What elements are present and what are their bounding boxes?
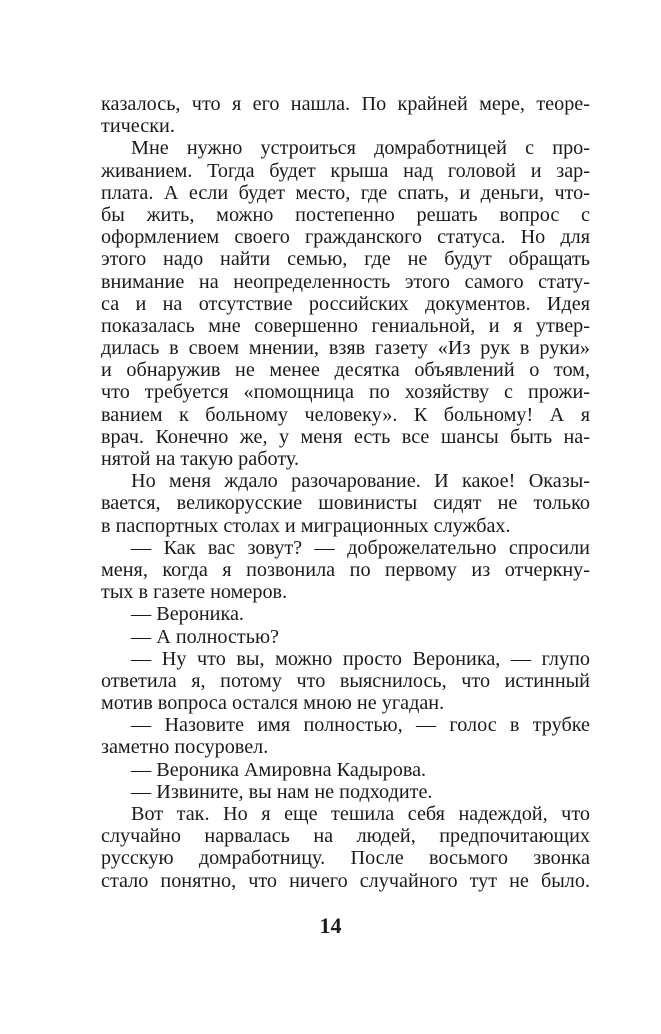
text-line: меня, когда я позвонила по первому из отчеркну- — [101, 558, 590, 581]
text-line: дилась в своем мнении, взяв газету «Из рук в руки» — [101, 337, 590, 360]
text-line: Вот так. Но я еще тешила себя надеждой, что — [131, 803, 590, 825]
text-line: что требуется «помощница по хозяйству с прожи- — [101, 381, 590, 404]
text-line: Но меня ждало разочарование. И какое! Оказы- — [131, 470, 590, 493]
text-line: тически. — [101, 115, 175, 138]
text-line: ответила я, потому что выяснилось, что истинный — [101, 669, 590, 692]
text-line: случайно нарвалась на людей, предпочитающих — [101, 825, 590, 848]
text-line: стало понятно, что ничего случайного тут не было. — [101, 869, 590, 892]
text-line: Мне нужно устроиться домработницей с про- — [131, 137, 590, 160]
text-line: тых в газете номеров. — [101, 581, 288, 604]
text-line: — Назовите имя полностью, — голос в трубке — [131, 714, 590, 737]
text-line: врач. Конечно же, у меня есть все шансы быть на- — [101, 425, 590, 448]
text-line: нятой на такую работу. — [101, 448, 299, 470]
text-line: этого надо найти семью, где не будут обращать — [101, 248, 590, 271]
text-line: русскую домработницу. После восьмого звонка — [101, 847, 590, 870]
text-line: ванием к больному человеку». К больному! А я — [101, 403, 590, 426]
text-line: в паспортных столах и миграционных службах. — [101, 514, 511, 537]
text-line: вается, великорусские шовинисты сидят не только — [101, 492, 590, 515]
text-line: са и на отсутствие российских документов. Идея — [101, 292, 590, 315]
text-line: заметно посуровел. — [101, 736, 269, 759]
text-line: — Извините, вы нам не подходите. — [131, 780, 433, 803]
text-line: показалась мне совершенно гениальной, и я утвер- — [101, 314, 590, 337]
text-line: бы жить, можно постепенно решать вопрос с — [101, 203, 590, 226]
text-line: плата. А если будет место, где спать, и деньги, что- — [101, 181, 590, 204]
text-line: — Как вас зовут? — доброжелательно спросили — [131, 536, 590, 559]
body-text — [101, 93, 590, 892]
text-line: и обнаружив не менее десятка объявлений о том, — [101, 359, 590, 382]
text-line: — Ну что вы, можно просто Вероника, — глупо — [131, 647, 590, 670]
text-line: мотив вопроса остался мною не угадан. — [101, 692, 445, 715]
text-line: — А полностью? — [131, 625, 279, 648]
text-line: казалось, что я его нашла. По крайней мере, теоре- — [101, 93, 590, 115]
text-line: — Вероника. — [131, 603, 244, 626]
text-line: оформлением своего гражданского статуса. Но для — [101, 226, 590, 249]
text-line: внимание на неопределенность этого самого стату- — [101, 270, 590, 293]
page-number: 14 — [319, 913, 342, 938]
text-line: — Вероника Амировна Кадырова. — [131, 758, 427, 781]
text-line: живанием. Тогда будет крыша над головой и зар- — [101, 159, 590, 182]
